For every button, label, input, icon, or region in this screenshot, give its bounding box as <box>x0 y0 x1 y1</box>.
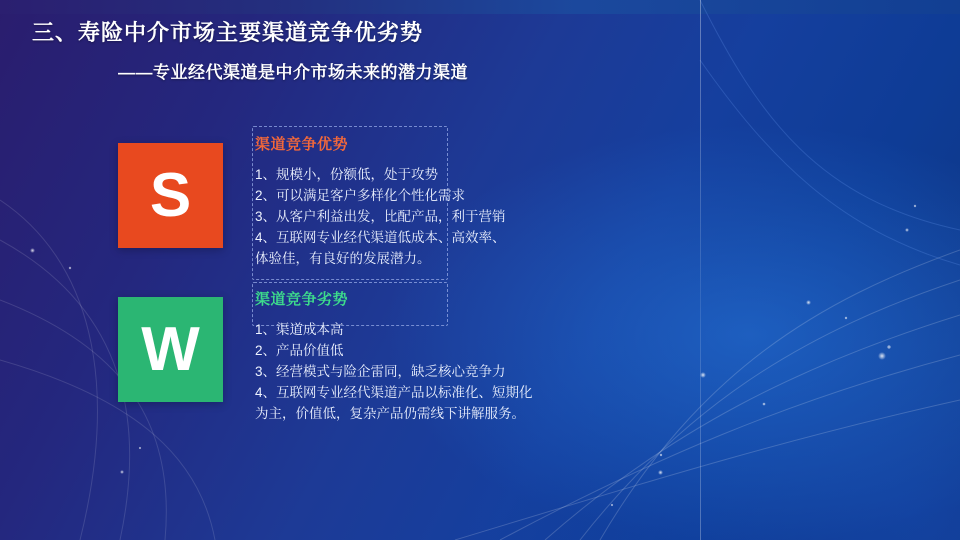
vertical-divider <box>700 0 701 540</box>
weakness-line: 1、渠道成本高 <box>255 322 344 337</box>
strength-lines <box>255 164 675 269</box>
strength-line: 3、从客户利益出发，比配产品，利于营销 <box>255 209 506 224</box>
weakness-block <box>255 288 685 424</box>
glow-dot <box>878 352 886 360</box>
glow-dot <box>120 470 124 474</box>
weakness-heading: 渠道竞争劣势 <box>255 291 349 308</box>
slide-title: 三、寿险中介市场主要渠道竞争优劣势 <box>32 20 424 45</box>
glow-dot <box>806 300 811 305</box>
strength-block <box>255 133 675 269</box>
glow-dot <box>658 470 663 475</box>
weakness-line: 2、产品价值低 <box>255 343 344 358</box>
glow-dot <box>700 372 706 378</box>
glow-dot <box>905 228 909 232</box>
weakness-line: 为主，价值低，复杂产品仍需线下讲解服务。 <box>255 406 525 421</box>
strength-line: 1、规模小，份额低，处于攻势 <box>255 167 439 182</box>
weakness-line: 4、互联网专业经代渠道产品以标准化、短期化 <box>255 385 533 400</box>
strength-line: 2、可以满足客户多样化个性化需求 <box>255 188 466 203</box>
weakness-line: 3、经营模式与险企雷同，缺乏核心竞争力 <box>255 364 506 379</box>
slide-subtitle: ——专业经代渠道是中介市场未来的潜力渠道 <box>118 63 468 82</box>
strength-heading: 渠道竞争优势 <box>255 136 349 153</box>
weakness-lines <box>255 319 685 424</box>
strength-tile: S <box>118 143 223 248</box>
strength-line: 4、互联网专业经代渠道低成本、高效率、 <box>255 230 506 245</box>
strength-line: 体验佳，有良好的发展潜力。 <box>255 251 431 266</box>
glow-dot <box>30 248 35 253</box>
weakness-tile: W <box>118 297 223 402</box>
